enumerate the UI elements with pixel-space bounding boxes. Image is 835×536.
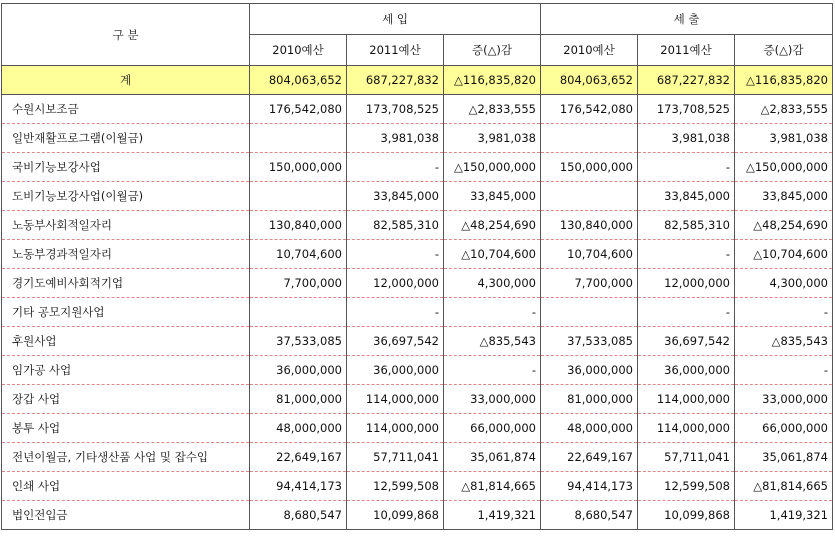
row-label: 경기도예비사회적기업: [2, 269, 250, 298]
table-cell: [250, 298, 347, 327]
table-cell: 36,000,000: [250, 356, 347, 385]
table-cell: 94,414,173: [541, 472, 638, 501]
table-cell: 114,000,000: [347, 414, 444, 443]
table-cell: 8,680,547: [541, 501, 638, 530]
table-cell: 82,585,310: [347, 211, 444, 240]
table-row: [2, 182, 833, 211]
table-cell: 33,000,000: [444, 385, 541, 414]
table-cell: 4,300,000: [444, 269, 541, 298]
row-label: 국비기능보강사업: [2, 153, 250, 182]
table-cell: 36,000,000: [347, 356, 444, 385]
row-label: 봉투 사업: [2, 414, 250, 443]
table-cell: 57,711,041: [347, 443, 444, 472]
table-cell: 3,981,038: [735, 124, 833, 153]
table-cell: 66,000,000: [444, 414, 541, 443]
table-cell: [541, 124, 638, 153]
table-cell: △835,543: [444, 327, 541, 356]
table-cell: 130,840,000: [541, 211, 638, 240]
row-label: 기타 공모지원사업: [2, 298, 250, 327]
total-cell: 687,227,832: [347, 66, 444, 95]
table-cell: 48,000,000: [250, 414, 347, 443]
table-row: [2, 443, 833, 472]
row-label: 전년이월금, 기타생산품 사업 및 잡수입: [2, 443, 250, 472]
row-label: 후원사업: [2, 327, 250, 356]
table-cell: 10,099,868: [347, 501, 444, 530]
column-header: 2010예산: [250, 35, 347, 66]
expense-header: 세 출: [541, 4, 833, 35]
row-label: 인쇄 사업: [2, 472, 250, 501]
table-cell: 33,845,000: [735, 182, 833, 211]
table-cell: [250, 124, 347, 153]
row-label: 도비기능보강사업(이월금): [2, 182, 250, 211]
row-label: 노동부사회적일자리: [2, 211, 250, 240]
row-label: 장갑 사업: [2, 385, 250, 414]
table-cell: △81,814,665: [444, 472, 541, 501]
table-row: [2, 95, 833, 124]
table-row: [2, 124, 833, 153]
table-cell: 10,099,868: [638, 501, 735, 530]
table-cell: 3,981,038: [444, 124, 541, 153]
table-cell: 35,061,874: [444, 443, 541, 472]
table-cell: 37,533,085: [541, 327, 638, 356]
table-cell: 36,697,542: [638, 327, 735, 356]
table-row: [2, 240, 833, 269]
table-row: [2, 327, 833, 356]
table-row: [2, 211, 833, 240]
table-cell: 12,000,000: [638, 269, 735, 298]
table-row: [2, 385, 833, 414]
table-cell: 81,000,000: [541, 385, 638, 414]
table-cell: -: [444, 356, 541, 385]
table-cell: -: [347, 240, 444, 269]
table-cell: 176,542,080: [541, 95, 638, 124]
table-cell: 82,585,310: [638, 211, 735, 240]
column-header: 증(△)감: [735, 35, 833, 66]
category-header: 구 분: [2, 4, 250, 66]
table-cell: 1,419,321: [735, 501, 833, 530]
total-cell: △116,835,820: [444, 66, 541, 95]
table-cell: △10,704,600: [444, 240, 541, 269]
table-cell: -: [638, 298, 735, 327]
table-cell: 12,599,508: [638, 472, 735, 501]
budget-table: [1, 3, 833, 530]
table-cell: 35,061,874: [735, 443, 833, 472]
table-row: [2, 298, 833, 327]
table-cell: 114,000,000: [638, 385, 735, 414]
table-cell: 3,981,038: [347, 124, 444, 153]
table-cell: 33,845,000: [444, 182, 541, 211]
table-cell: [541, 182, 638, 211]
total-cell: 804,063,652: [250, 66, 347, 95]
table-cell: 22,649,167: [250, 443, 347, 472]
total-row: [2, 66, 833, 95]
table-cell: △81,814,665: [735, 472, 833, 501]
table-cell: △10,704,600: [735, 240, 833, 269]
table-cell: 48,000,000: [541, 414, 638, 443]
total-cell: 804,063,652: [541, 66, 638, 95]
table-row: [2, 356, 833, 385]
column-header: 증(△)감: [444, 35, 541, 66]
table-row: [2, 501, 833, 530]
table-cell: 36,000,000: [638, 356, 735, 385]
row-label: 노동부경과적일자리: [2, 240, 250, 269]
table-cell: △2,833,555: [444, 95, 541, 124]
table-cell: -: [638, 240, 735, 269]
table-cell: 8,680,547: [250, 501, 347, 530]
row-label: 임가공 사업: [2, 356, 250, 385]
table-row: [2, 472, 833, 501]
table-cell: 1,419,321: [444, 501, 541, 530]
table-cell: 7,700,000: [250, 269, 347, 298]
table-cell: 130,840,000: [250, 211, 347, 240]
table-cell: 22,649,167: [541, 443, 638, 472]
table-cell: -: [638, 153, 735, 182]
table-cell: [250, 182, 347, 211]
table-cell: △835,543: [735, 327, 833, 356]
table-cell: △150,000,000: [735, 153, 833, 182]
table-cell: 37,533,085: [250, 327, 347, 356]
table-cell: 36,000,000: [541, 356, 638, 385]
column-header: 2011예산: [638, 35, 735, 66]
table-cell: -: [735, 298, 833, 327]
table-cell: 36,697,542: [347, 327, 444, 356]
total-label: 계: [2, 66, 250, 95]
header-row-top: [2, 4, 833, 35]
table-cell: △2,833,555: [735, 95, 833, 124]
table-cell: 10,704,600: [250, 240, 347, 269]
table-cell: 57,711,041: [638, 443, 735, 472]
table-cell: -: [347, 153, 444, 182]
row-label: 수원시보조금: [2, 95, 250, 124]
table-cell: 150,000,000: [541, 153, 638, 182]
table-cell: 33,000,000: [735, 385, 833, 414]
table-cell: 66,000,000: [735, 414, 833, 443]
total-cell: 687,227,832: [638, 66, 735, 95]
table-row: [2, 414, 833, 443]
table-cell: -: [347, 298, 444, 327]
table-cell: 173,708,525: [638, 95, 735, 124]
row-label: 일반재활프로그램(이월금): [2, 124, 250, 153]
table-row: [2, 153, 833, 182]
table-row: [2, 269, 833, 298]
total-cell: △116,835,820: [735, 66, 833, 95]
table-cell: 81,000,000: [250, 385, 347, 414]
table-cell: 12,000,000: [347, 269, 444, 298]
table-cell: 114,000,000: [347, 385, 444, 414]
table-cell: -: [444, 298, 541, 327]
row-label: 법인전입금: [2, 501, 250, 530]
table-cell: 150,000,000: [250, 153, 347, 182]
table-cell: △48,254,690: [735, 211, 833, 240]
table-cell: 4,300,000: [735, 269, 833, 298]
table-cell: 3,981,038: [638, 124, 735, 153]
income-header: 세 입: [250, 4, 541, 35]
table-cell: -: [735, 356, 833, 385]
column-header: 2010예산: [541, 35, 638, 66]
table-cell: 10,704,600: [541, 240, 638, 269]
table-cell: △48,254,690: [444, 211, 541, 240]
column-header: 2011예산: [347, 35, 444, 66]
table-cell: 33,845,000: [347, 182, 444, 211]
table-cell: [541, 298, 638, 327]
table-cell: 114,000,000: [638, 414, 735, 443]
table-cell: 176,542,080: [250, 95, 347, 124]
table-cell: 12,599,508: [347, 472, 444, 501]
table-cell: 33,845,000: [638, 182, 735, 211]
table-cell: △150,000,000: [444, 153, 541, 182]
table-cell: 94,414,173: [250, 472, 347, 501]
table-cell: 173,708,525: [347, 95, 444, 124]
table-cell: 7,700,000: [541, 269, 638, 298]
